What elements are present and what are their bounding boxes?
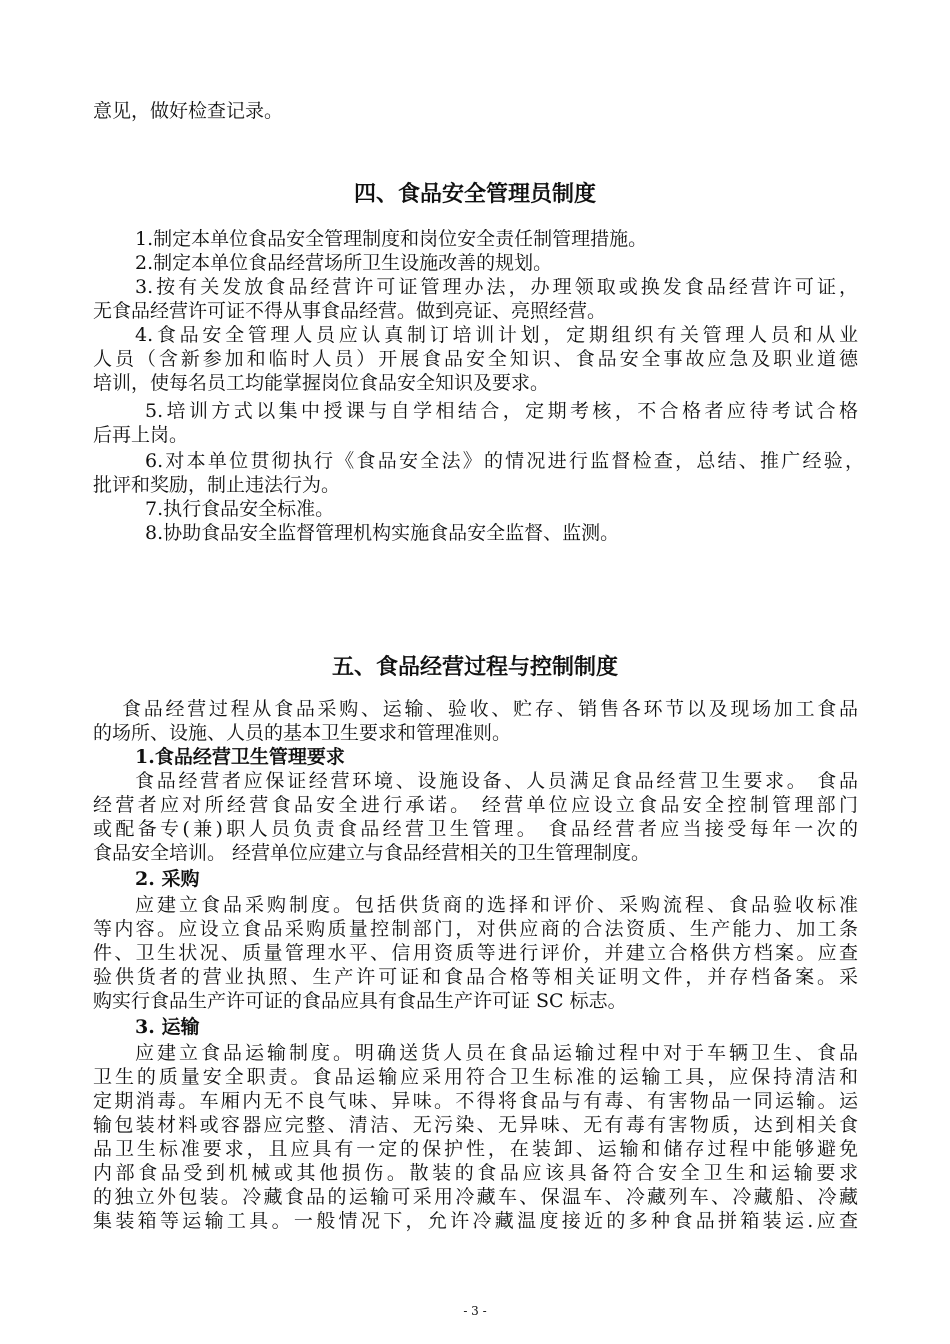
section4-line: 3.按有关发放食品经营许可证管理办法，办理领取或换发食品经营许可证， [135,276,858,298]
sub1-line: 食品经营者应保证经营环境、设施设备、人员满足食品经营卫生要求。 食品 [135,770,858,792]
sub3-line: 品卫生标准要求，且应具有一定的保护性，在装卸、运输和储存过程中能够避免 [93,1138,858,1160]
sub2-line: 件、卫生状况、质量管理水平、信用资质等进行评价，并建立合格供方档案。应查 [93,942,858,964]
section4-line: 批评和奖励，制止违法行为。 [93,474,341,496]
sub2-line: 验供货者的营业执照、生产许可证和食品合格等相关证明文件，并存档备案。采 [93,966,858,988]
sub3-line: 内部食品受到机械或其他损伤。散装的食品应该具备符合安全卫生和运输要求 [93,1162,858,1184]
sub3-line: 卫生的质量安全职责。食品运输应采用符合卫生标准的运输工具，应保持清洁和 [93,1066,858,1088]
section4-line: 无食品经营许可证不得从事食品经营。做到亮证、亮照经营。 [93,300,607,322]
sub3-line: 应建立食品运输制度。明确送货人员在食品运输过程中对于车辆卫生、食品 [135,1042,858,1064]
section4-title: 四、食品安全管理员制度 [353,182,596,207]
sub3-heading: 3. 运输 [135,1016,200,1038]
section4-line: 7.执行食品安全标准。 [145,498,335,520]
sub3-line: 的独立外包装。冷藏食品的运输可采用冷藏车、保温车、冷藏列车、冷藏船、冷藏 [93,1186,858,1208]
section4-line: 6.对本单位贯彻执行《食品安全法》的情况进行监督检查，总结、推广经验， [145,450,864,472]
sub3-line: 输包装材料或容器应完整、清洁、无污染、无异味、无有毒有害物质，达到相关食 [93,1114,858,1136]
section4-line: 1.制定本单位食品安全管理制度和岗位安全责任制管理措施。 [135,228,648,250]
section4-line: 培训，使每名员工均能掌握岗位食品安全知识及要求。 [93,372,550,394]
top-text: 意见，做好检查记录。 [93,100,284,122]
sub2-line: 购实行食品生产许可证的食品应具有食品生产许可证 SC 标志。 [93,990,627,1012]
sub2-line: 应建立食品采购制度。包括供货商的选择和评价、采购流程、食品验收标准 [135,894,858,916]
sub1-line: 食品安全培训。 经营单位应建立与食品经营相关的卫生管理制度。 [93,842,651,864]
section4-line: 人员（含新参加和临时人员）开展食品安全知识、食品安全事故应急及职业道德 [93,348,858,370]
sub2-line: 等内容。应设立食品采购质量控制部门，对供应商的合法资质、生产能力、加工条 [93,918,858,940]
section5-intro-line: 食品经营过程从食品采购、运输、验收、贮存、销售各环节以及现场加工食品 [122,698,858,720]
sub3-line: 定期消毒。车厢内无不良气味、异味。不得将食品与有毒、有害物品一同运输。运 [93,1090,858,1112]
page-number: - 3 - [463,1304,487,1318]
sub2-heading: 2. 采购 [135,868,200,890]
section5-intro-line: 的场所、设施、人员的基本卫生要求和管理准则。 [93,722,512,744]
section5-title: 五、食品经营过程与控制制度 [331,655,618,680]
sub1-heading: 1.食品经营卫生管理要求 [135,746,345,768]
section4-line: 2.制定本单位食品经营场所卫生设施改善的规划。 [135,252,553,274]
sub3-line: 集装箱等运输工具。一般情况下，允许冷藏温度接近的多种食品拼箱装运.应查 [93,1210,858,1232]
section4-line: 4.食品安全管理人员应认真制订培训计划，定期组织有关管理人员和从业 [135,324,858,346]
section4-line: 后再上岗。 [93,424,189,446]
sub1-line: 经营者应对所经营食品安全进行承诺。 经营单位应设立食品安全控制管理部门 [93,794,858,816]
section4-line: 5.培训方式以集中授课与自学相结合，定期考核，不合格者应待考试合格 [145,400,858,422]
section4-line: 8.协助食品安全监督管理机构实施食品安全监督、监测。 [145,522,620,544]
sub1-line: 或配备专(兼)职人员负责食品经营卫生管理。 食品经营者应当接受每年一次的 [93,818,858,840]
